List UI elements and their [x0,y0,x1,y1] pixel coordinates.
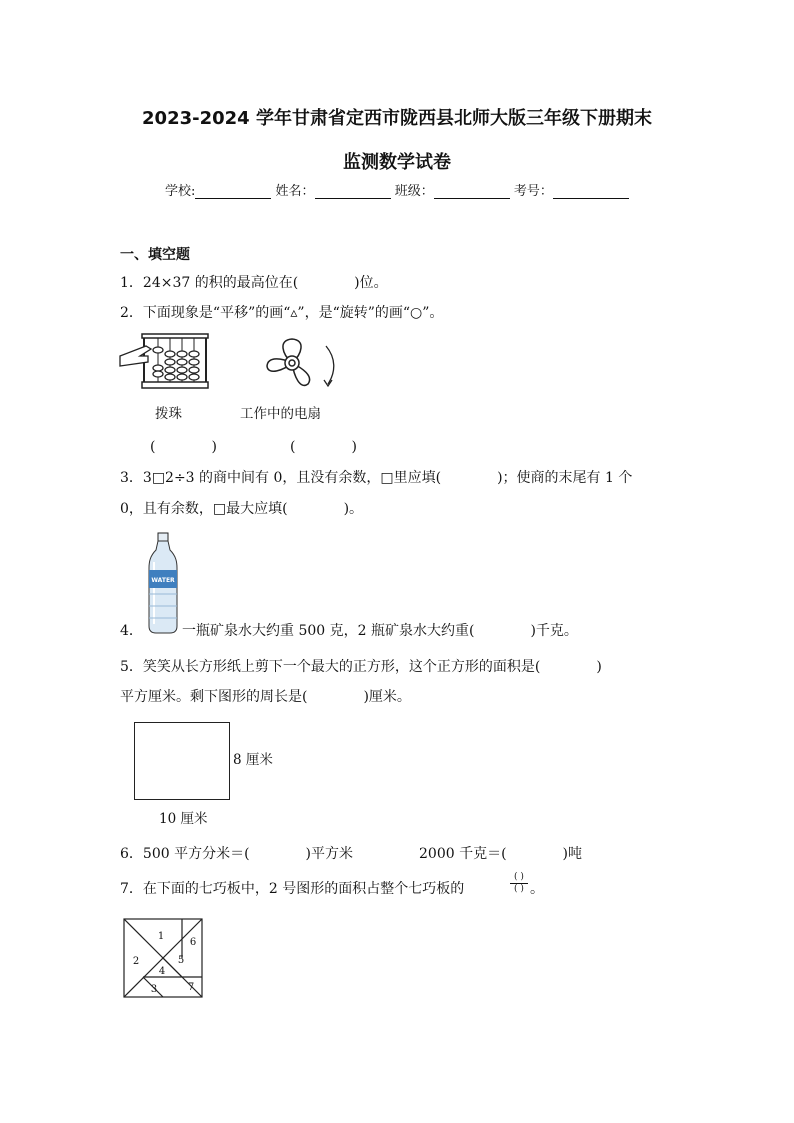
exam-no-label: 考号： [513,184,553,199]
question-7-end: 。 [530,881,544,897]
name-blank[interactable] [315,184,391,199]
rectangle-figure [134,722,230,800]
question-3-line2: 0，且有余数，□最大应填( )。 [120,501,364,517]
question-4-text: 一瓶矿泉水大约重 500 克，2 瓶矿泉水大约重( )千克。 [182,623,578,639]
fraction-numerator: ( ) [514,872,524,882]
tangram-label-2: 2 [132,956,140,967]
question-7-text: 7．在下面的七巧板中，2 号图形的面积占整个七巧板的 [120,881,465,897]
name-label: 姓名： [275,184,315,199]
question-5-line1: 5．笑笑从长方形纸上剪下一个最大的正方形，这个正方形的面积是( ) [120,659,602,675]
abacus-image [118,332,210,394]
tangram-label-7: 7 [187,982,195,993]
rectangle-width-label: 10 厘米 [159,811,208,827]
rectangle-height-label: 8 厘米 [233,752,273,768]
answer-bracket-fan[interactable]: ( ) [290,439,357,455]
school-blank[interactable] [195,184,271,199]
student-info-row [165,180,629,199]
tangram-label-6: 6 [189,937,197,948]
bottle-label: WATER [151,577,175,584]
question-6-part2: 2000 千克＝( )吨 [419,846,583,862]
tangram-label-3: 3 [150,984,158,995]
tangram-label-1: 1 [157,931,165,942]
answer-bracket-abacus[interactable]: ( ) [150,439,217,455]
section-heading: 一、填空题 [120,247,190,263]
tangram-label-5: 5 [177,955,185,966]
school-label: 学校: [165,184,196,199]
question-2: 2．下面现象是“平移”的画“▵”，是“旋转”的画“○”。 [120,305,444,321]
fraction-denominator: ( ) [510,883,528,895]
water-bottle-image [146,532,180,634]
question-5-line2: 平方厘米。剩下图形的周长是( )厘米。 [120,689,411,705]
question-4-number: 4． [120,623,143,639]
tangram-figure [123,918,203,998]
question-3-line1: 3．3□2÷3 的商中间有 0，且没有余数，□里应填( )；使商的末尾有 1 个 [120,470,633,486]
exam-no-blank[interactable] [553,184,629,199]
page-title-line1: 2023-2024 学年甘肃省定西市陇西县北师大版三年级下册期末 [142,108,652,129]
page-title-line2: 监测数学试卷 [343,152,451,173]
class-label: 班级： [394,184,434,199]
question-6-part1: 6．500 平方分米＝( )平方米 [120,846,354,862]
fan-caption: 工作中的电扇 [240,406,321,422]
class-blank[interactable] [434,184,510,199]
fraction-blank[interactable] [510,872,528,895]
abacus-caption: 拨珠 [155,406,182,422]
fan-image [262,336,342,394]
tangram-label-4: 4 [158,966,166,977]
question-1: 1．24×37 的积的最高位在( )位。 [120,275,388,291]
